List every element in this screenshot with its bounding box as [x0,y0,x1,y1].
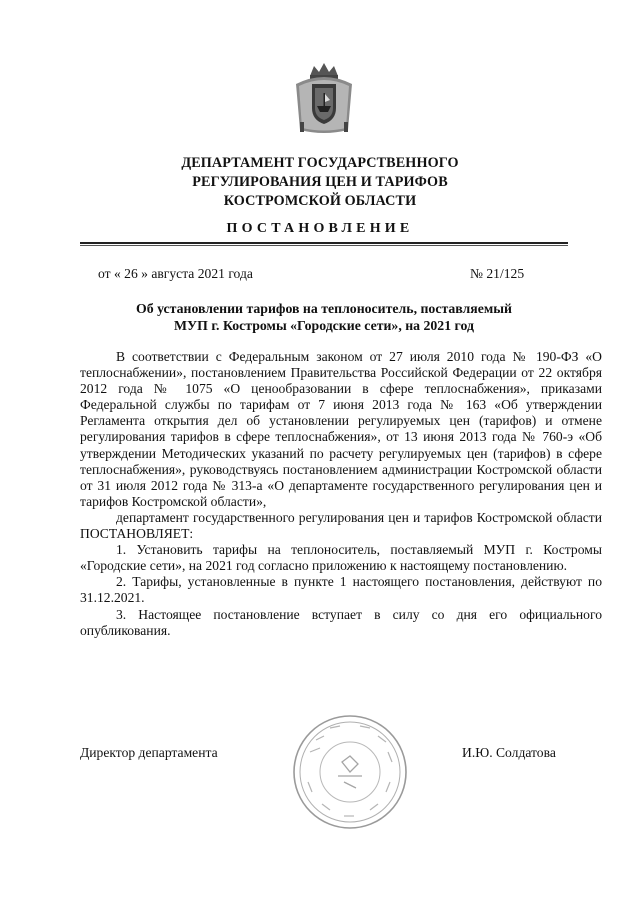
signatory-name: И.Ю. Солдатова [462,745,556,760]
department-line-1: ДЕПАРТАМЕНТ ГОСУДАРСТВЕННОГО [181,155,459,171]
subject-line-2: МУП г. Костромы «Городские сети», на 2021 год [174,318,474,333]
item-3-paragraph: 3. Настоящее постановление вступает в силу со дня его официального опубликования. [80,606,602,638]
title-divider [80,242,568,244]
preamble-paragraph: В соответствии с Федеральным законом от 27 июля 2010 года № 190-ФЗ «О теплоснабжении», постановлением Правительства Российской Федерации от 22 октября 2012 года № 1075 «О ценообразовании в сфере теплоснабжения», приказами Федеральной службы по тарифам от 7 июня 2013 года № 163 «Об утверждении Регламента открытия дел об установлении регулируемых цен (тарифов) и отмене регулирования тарифов в сфере теплоснабжения», от 13 июня 2013 года № 760-э «Об утверждении Методических указаний по расчету регулируемых цен (тарифов) в сфере теплоснабжения», руководствуясь постановлением администрации Костромской области от 31 июля 2012 года № 313-а «О департаменте государственного регулирования цен и тарифов Костромской области», [80,349,602,509]
document-type-title: ПОСТАНОВЛЕНИЕ [226,221,414,236]
document-subject [80,300,568,334]
item-1-paragraph: 1. Установить тарифы на теплоноситель, поставляемый МУП г. Костромы «Городские сети», на 2021 год согласно приложению к настоящему постановлению. [80,542,602,574]
title-divider-thin [80,245,568,246]
item-2-paragraph: 2. Тарифы, установленные в пункте 1 настоящего постановления, действуют по 31.12.2021. [80,574,602,606]
subject-line-1: Об установлении тарифов на теплоноситель, поставляемый [136,301,512,316]
resolves-paragraph: департамент государственного регулирования цен и тарифов Костромской области ПОСТАНОВЛЯЕТ: [80,509,602,542]
document-number: № 21/125 [470,266,525,281]
official-seal-icon [290,712,410,832]
department-name [60,154,580,211]
document-date: от « 26 » августа 2021 года [98,266,253,281]
department-line-3: КОСТРОМСКОЙ ОБЛАСТИ [223,193,417,209]
document-body [80,349,602,639]
department-line-2: РЕГУЛИРОВАНИЯ ЦЕН И ТАРИФОВ [192,174,448,190]
kostroma-coat-of-arms-icon [290,60,358,136]
signatory-position: Директор департамента [80,745,218,760]
